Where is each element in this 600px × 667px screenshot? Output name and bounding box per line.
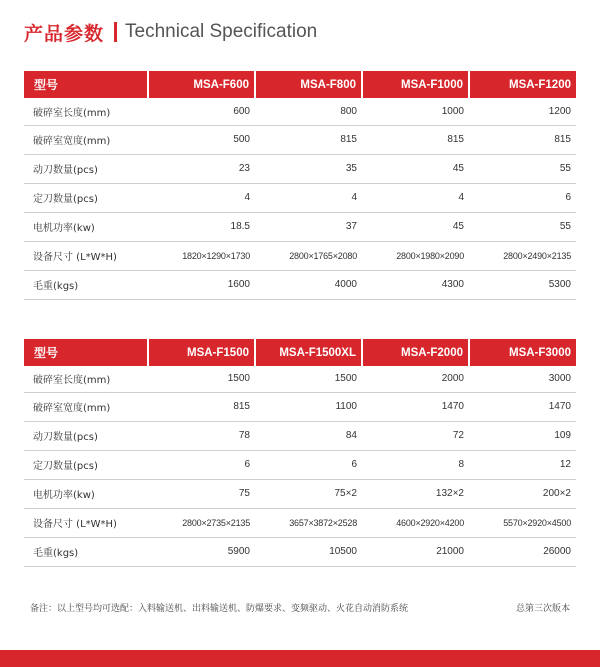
cell-value: 2800×2735×2135: [182, 517, 250, 528]
spec-table-1: [24, 71, 576, 300]
table-row: [24, 450, 576, 479]
cell-value: 18.5: [230, 221, 250, 232]
cell-value: 21000: [436, 546, 464, 557]
table-row: [24, 479, 576, 508]
cell-value: 12: [559, 459, 571, 470]
row-label: 电机功率(kw): [33, 223, 95, 234]
cell-value: 1600: [227, 279, 250, 290]
cell-value: 84: [345, 430, 357, 441]
row-label: 设备尺寸 (L*W*H): [33, 519, 117, 530]
table-row: [24, 366, 576, 392]
cell-value: 3657×3872×2528: [289, 517, 357, 528]
model-header: MSA-F1000: [362, 71, 469, 98]
cell-value: 26000: [543, 546, 571, 557]
model-header: MSA-F1200: [469, 71, 576, 98]
cell-value: 10500: [329, 546, 357, 557]
cell-value: 1000: [441, 105, 464, 117]
model-header: MSA-F2000: [362, 339, 469, 366]
cell-value: 35: [345, 163, 357, 174]
cell-value: 500: [233, 134, 250, 145]
title-separator: [114, 22, 117, 42]
cell-value: 200×2: [542, 488, 571, 499]
row-label: 设备尺寸 (L*W*H): [33, 252, 117, 263]
title-chinese: 产品参数: [24, 22, 105, 45]
table-header-row: [24, 339, 576, 366]
row-label: 破碎室长度(mm): [33, 107, 111, 119]
table-header-row: [24, 71, 576, 98]
model-label-header: 型号: [24, 71, 148, 98]
table-row: [24, 537, 576, 566]
cell-value: 815: [233, 401, 250, 412]
table-row: [24, 392, 576, 421]
footer-version: 总第三次版本: [515, 604, 570, 614]
footer-notes: [30, 601, 570, 614]
cell-value: 600: [233, 105, 250, 117]
cell-value: 2800×2490×2135: [503, 250, 571, 261]
row-label: 毛重(kgs): [33, 281, 79, 292]
row-label: 破碎室宽度(mm): [33, 403, 111, 414]
row-label: 定刀数量(pcs): [33, 194, 98, 205]
row-label: 电机功率(kw): [33, 490, 95, 501]
model-header: MSA-F1500: [148, 339, 255, 366]
model-header: MSA-F3000: [469, 339, 576, 366]
footer-note: 备注：以上型号均可选配：入料输送机、出料输送机、防爆要求、变频驱动、火花自动消防系统: [30, 604, 409, 614]
cell-value: 8: [458, 459, 464, 470]
cell-value: 1470: [548, 401, 571, 412]
cell-value: 45: [452, 163, 464, 174]
cell-value: 1500: [334, 373, 357, 385]
cell-value: 5900: [227, 546, 250, 557]
table-row: [24, 98, 576, 125]
spec-table-2: [24, 339, 576, 567]
cell-value: 132×2: [435, 488, 464, 499]
cell-value: 2000: [441, 373, 464, 385]
table-row: [24, 183, 576, 212]
cell-value: 815: [340, 134, 357, 145]
cell-value: 5570×2920×4500: [503, 517, 571, 528]
cell-value: 1470: [441, 401, 464, 412]
cell-value: 1500: [227, 373, 250, 385]
cell-value: 4: [244, 192, 250, 203]
row-label: 破碎室宽度(mm): [33, 136, 111, 147]
row-label: 破碎室长度(mm): [33, 375, 111, 387]
bottom-accent-bar: [0, 650, 600, 667]
cell-value: 2800×1980×2090: [396, 250, 464, 261]
cell-value: 815: [554, 134, 571, 145]
cell-value: 75×2: [334, 488, 357, 499]
cell-value: 4: [458, 192, 464, 203]
cell-value: 109: [554, 430, 571, 441]
row-label: 动刀数量(pcs): [33, 165, 98, 176]
cell-value: 6: [351, 459, 357, 470]
row-label: 定刀数量(pcs): [33, 461, 98, 472]
cell-value: 2800×1765×2080: [289, 250, 357, 261]
cell-value: 6: [244, 459, 250, 470]
table-row: [24, 508, 576, 537]
cell-value: 1200: [548, 105, 571, 117]
cell-value: 6: [565, 192, 571, 203]
cell-value: 75: [238, 488, 250, 499]
cell-value: 55: [559, 221, 571, 232]
model-label-header: 型号: [24, 339, 148, 366]
cell-value: 45: [452, 221, 464, 232]
row-label: 动刀数量(pcs): [33, 432, 98, 443]
cell-value: 1820×1290×1730: [182, 250, 250, 261]
cell-value: 55: [559, 163, 571, 174]
table-row: [24, 421, 576, 450]
model-header: MSA-F800: [255, 71, 362, 98]
page-header: [24, 16, 317, 48]
cell-value: 72: [452, 430, 464, 441]
cell-value: 3000: [548, 373, 571, 385]
row-label: 毛重(kgs): [33, 548, 79, 559]
cell-value: 4300: [441, 279, 464, 290]
table-row: [24, 212, 576, 241]
table-row: [24, 241, 576, 270]
cell-value: 1100: [335, 401, 357, 412]
cell-value: 23: [238, 163, 250, 174]
table-row: [24, 125, 576, 154]
cell-value: 4000: [334, 279, 357, 290]
cell-value: 800: [340, 105, 357, 117]
table-row: [24, 154, 576, 183]
cell-value: 5300: [548, 279, 571, 290]
table-row: [24, 270, 576, 299]
model-header: MSA-F1500XL: [255, 339, 362, 366]
model-header: MSA-F600: [148, 71, 255, 98]
cell-value: 37: [345, 221, 357, 232]
cell-value: 4: [351, 192, 357, 203]
cell-value: 78: [238, 430, 250, 441]
title-english: Technical Specification: [125, 21, 318, 42]
cell-value: 4600×2920×4200: [396, 517, 464, 528]
cell-value: 815: [447, 134, 464, 145]
